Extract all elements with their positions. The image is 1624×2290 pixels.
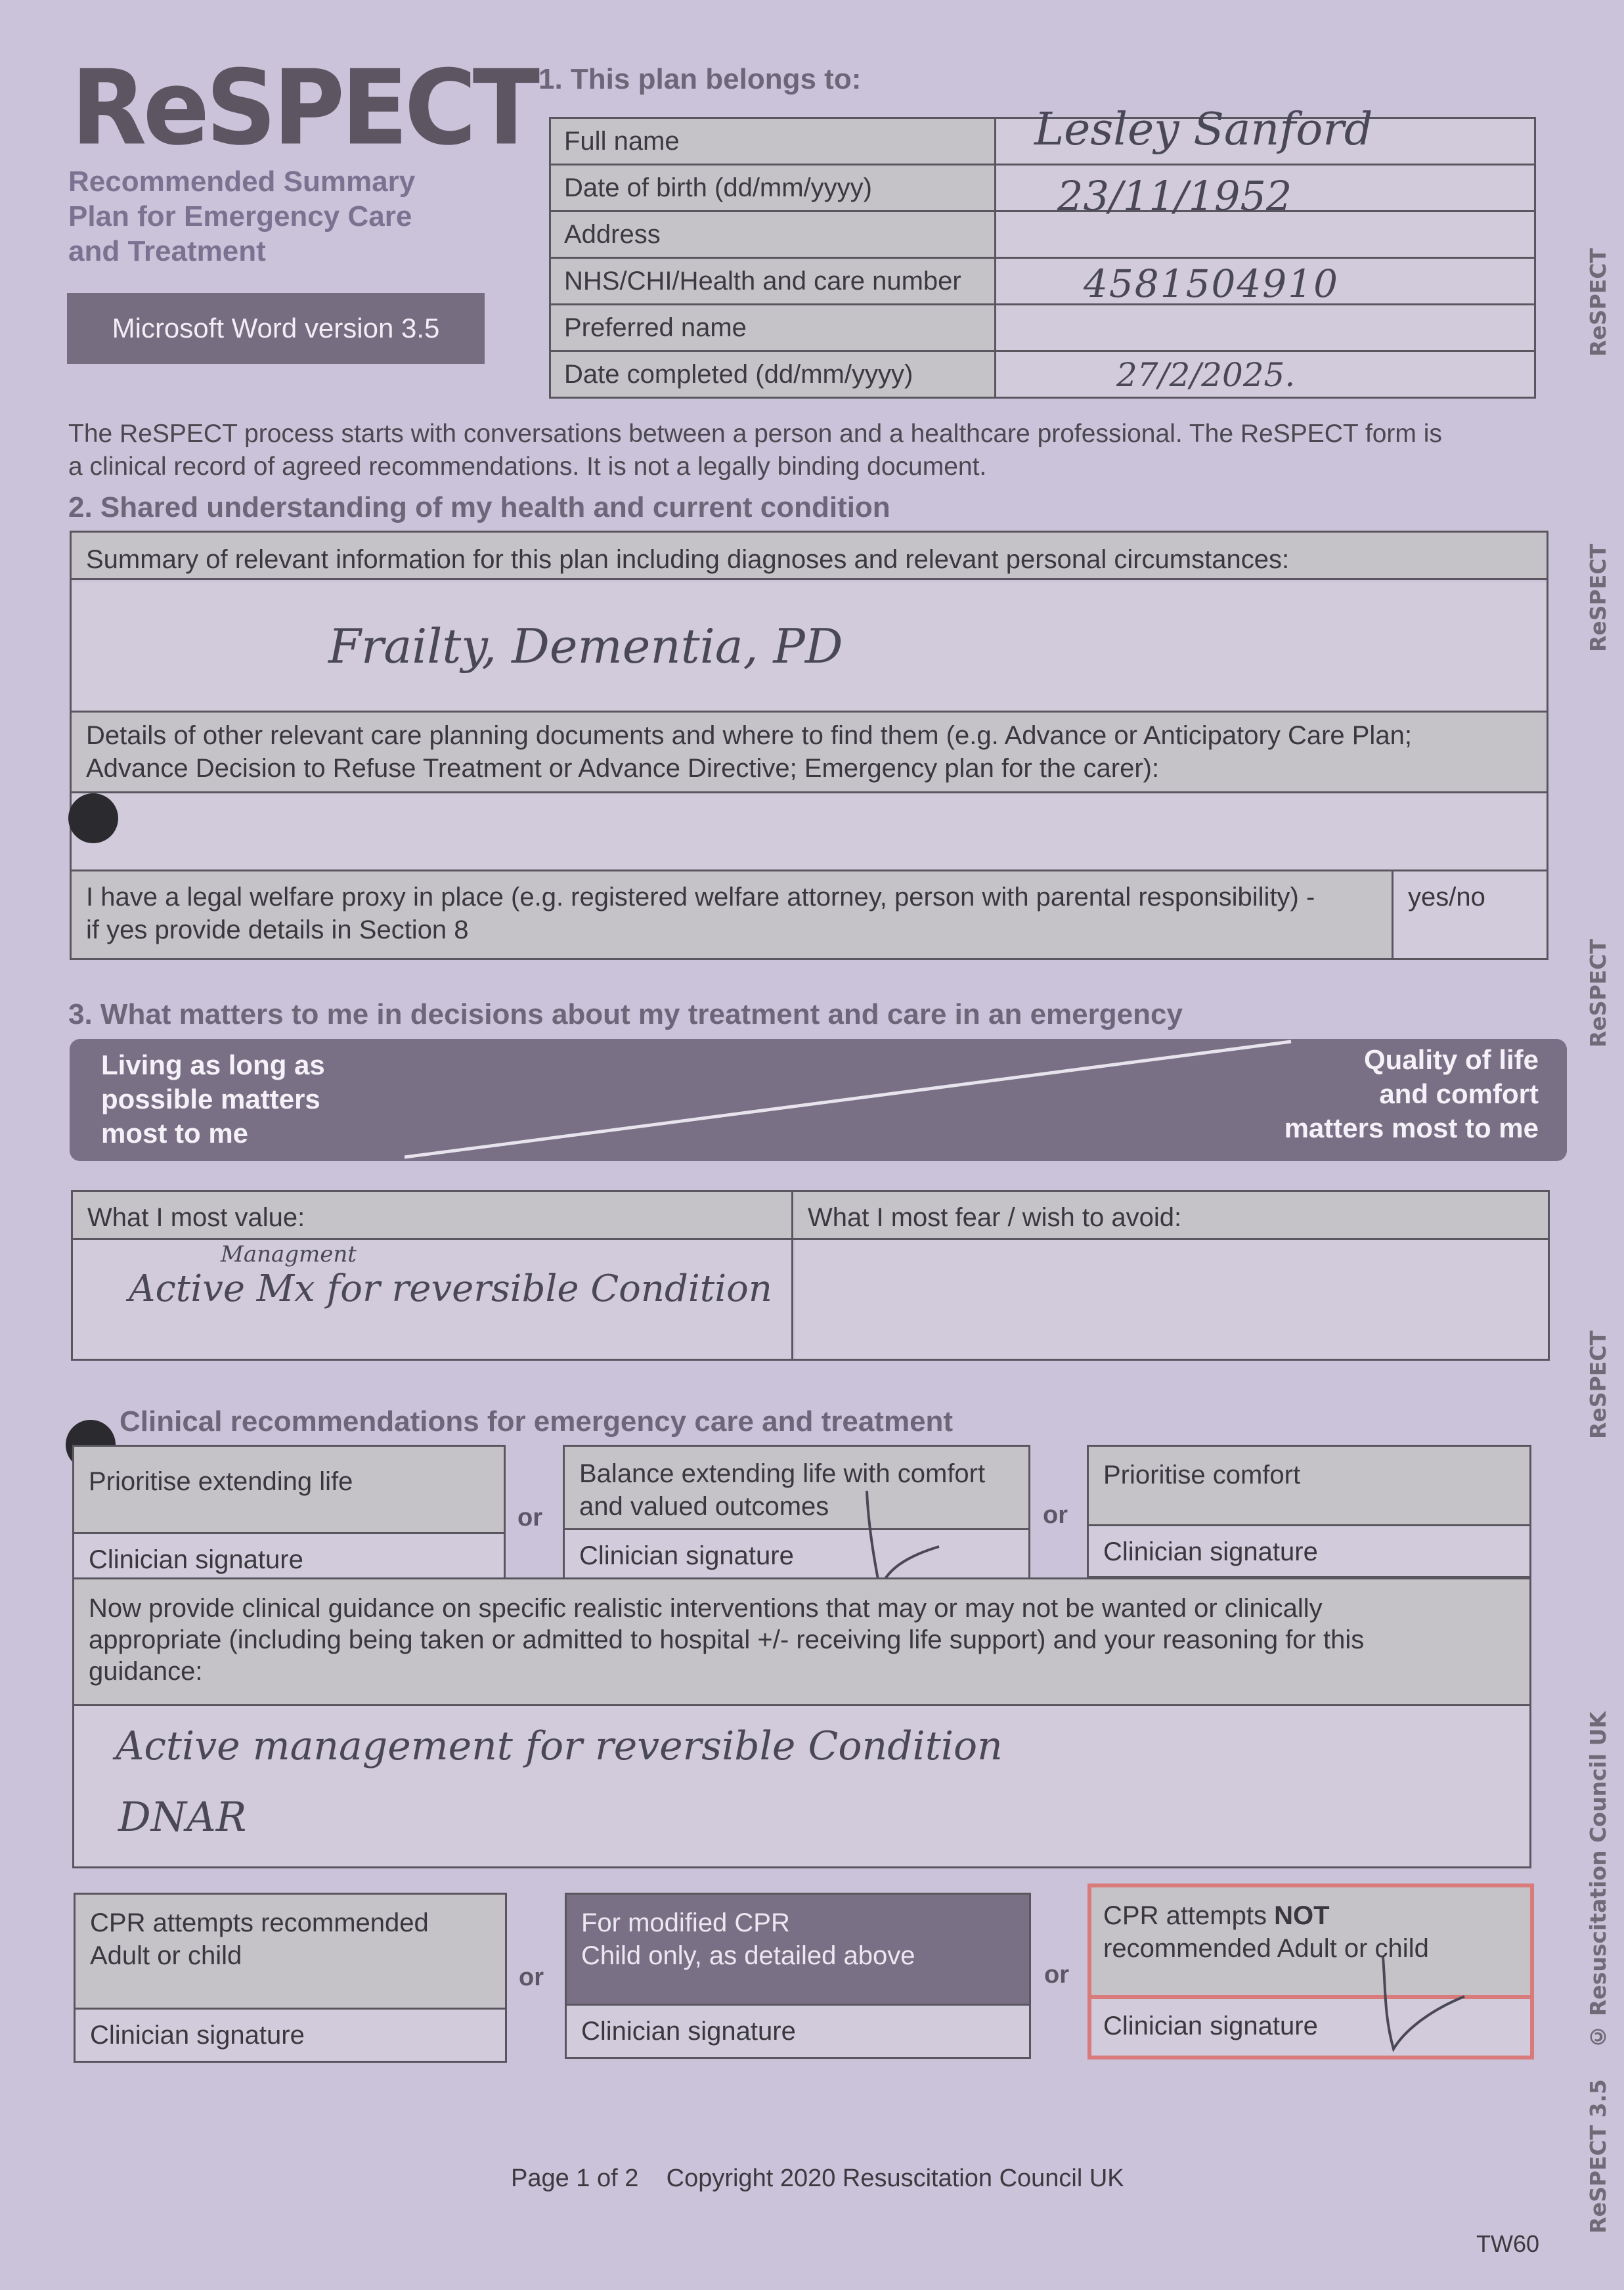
plan-owner-table	[549, 117, 1536, 399]
side-label-3: ReSPECT	[1585, 939, 1611, 1048]
cpr-modified-line-1: For modified CPR	[581, 1908, 790, 1937]
section-4-heading: Clinical recommendations for emergency care and treatment	[120, 1405, 954, 1438]
table-row	[550, 305, 1535, 351]
band-right-label	[1284, 1043, 1539, 1145]
option-balance[interactable]	[563, 1445, 1030, 1530]
details-label-line-2: Advance Decision to Refuse Treatment or Advance Directive; Emergency plan for the carer):	[86, 754, 1160, 783]
footer-page-info	[511, 2165, 1124, 2193]
sig-balance[interactable]: Clinician signature	[563, 1528, 1030, 1582]
subtitle-line-3: and Treatment	[68, 235, 266, 267]
proxy-yes-no-field[interactable]: yes/no	[1394, 870, 1547, 958]
or-label-3: or	[519, 1964, 544, 1991]
details-field[interactable]	[72, 793, 1547, 870]
handwritten-guidance-line-1: Active management for reversible Condition	[116, 1723, 1003, 1769]
table-row	[550, 165, 1535, 211]
respect-logo: ReSPECT	[71, 48, 537, 169]
nhs-number-label: NHS/CHI/Health and care number	[550, 258, 996, 305]
band-left-label	[101, 1048, 325, 1151]
option-balance-line-2: and valued outcomes	[579, 1492, 829, 1521]
cpr-recommended-line-1: CPR attempts recommended	[90, 1908, 429, 1937]
band-right-line-3: matters most to me	[1284, 1112, 1539, 1143]
handwritten-value: Active Mx for reversible Condition	[129, 1267, 772, 1310]
signature-mark-cpr-not	[1366, 1950, 1484, 2069]
band-left-line-3: most to me	[101, 1118, 249, 1149]
guidance-label	[72, 1577, 1531, 1706]
full-name-label: Full name	[550, 118, 996, 165]
form-code: TW60	[1476, 2230, 1540, 2257]
sig-cpr-recommended[interactable]: Clinician signature	[74, 2008, 507, 2063]
handwritten-full-name: Lesley Sanford	[1034, 104, 1373, 156]
sig-prioritise-comfort[interactable]: Clinician signature	[1087, 1524, 1531, 1578]
cpr-not-line-1	[1103, 1899, 1518, 1932]
subtitle-line-1: Recommended Summary	[68, 165, 416, 198]
cpr-not-emphasis: NOT	[1274, 1901, 1330, 1930]
preferred-name-label: Preferred name	[550, 305, 996, 351]
page-number: Page 1 of 2	[511, 2165, 639, 2192]
section-2-heading: 2. Shared understanding of my health and current condition	[68, 491, 890, 523]
option-balance-line-1: Balance extending life with comfort	[579, 1459, 986, 1488]
band-right-line-2: and comfort	[1379, 1078, 1539, 1109]
form-subtitle	[68, 164, 415, 269]
address-label: Address	[550, 211, 996, 258]
handwritten-guidance-line-2: DNAR	[118, 1793, 247, 1841]
details-label-line-1: Details of other relevant care planning documents and where to find them (e.g. Advance or Anticipatory Care Plan;	[86, 721, 1412, 750]
table-row	[550, 351, 1535, 398]
band-left-line-1: Living as long as	[101, 1049, 325, 1080]
side-label-6: ReSPECT 3.5	[1585, 2079, 1611, 2234]
side-label-2: ReSPECT	[1585, 544, 1611, 653]
band-right-line-1: Quality of life	[1363, 1044, 1539, 1075]
date-completed-label: Date completed (dd/mm/yyyy)	[550, 351, 996, 398]
guidance-label-line-3: guidance:	[89, 1657, 203, 1686]
fear-field[interactable]	[795, 1240, 1548, 1359]
proxy-label-line-1: I have a legal welfare proxy in place (e.g. registered welfare attorney, person with parental responsibility) -	[86, 883, 1315, 912]
sig-cpr-modified[interactable]: Clinician signature	[565, 2004, 1031, 2059]
details-label	[72, 711, 1547, 793]
cpr-modified-option[interactable]	[565, 1893, 1031, 2006]
side-label-5: © Resuscitation Council UK	[1585, 1711, 1611, 2050]
table-row	[550, 258, 1535, 305]
side-label-4: ReSPECT	[1585, 1331, 1611, 1440]
footer-copyright: Copyright 2020 Resuscitation Council UK	[666, 2165, 1124, 2192]
signature-stroke	[1383, 1957, 1464, 2049]
section-1-heading: 1. This plan belongs to:	[538, 63, 862, 95]
punch-hole-1	[68, 793, 118, 843]
cpr-recommended-option[interactable]	[74, 1893, 507, 2010]
band-left-line-2: possible matters	[101, 1084, 320, 1114]
guidance-label-line-1: Now provide clinical guidance on specific realistic interventions that may or may not be wanted or clinically	[89, 1594, 1323, 1623]
subtitle-line-2: Plan for Emergency Care	[68, 200, 412, 232]
proxy-label	[72, 870, 1394, 958]
or-label-2: or	[1043, 1501, 1068, 1529]
handwritten-nhs-number: 4581504910	[1084, 261, 1340, 306]
handwritten-date-completed: 27/2/2025.	[1116, 356, 1296, 394]
handwritten-summary: Frailty, Dementia, PD	[328, 619, 843, 674]
or-label-1: or	[517, 1504, 542, 1531]
preferred-name-field[interactable]	[996, 305, 1535, 351]
intro-line-1: The ReSPECT process starts with conversations between a person and a healthcare professional. The ReSPECT form is	[68, 420, 1442, 448]
summary-label: Summary of relevant information for this plan including diagnoses and relevant personal circumstances:	[72, 533, 1547, 580]
sig-prioritise-life[interactable]: Clinician signature	[72, 1532, 506, 1586]
cpr-not-line-2: recommended Adult or child	[1103, 1934, 1429, 1963]
option-prioritise-life[interactable]: Prioritise extending life	[72, 1445, 506, 1534]
cpr-not-prefix: CPR attempts	[1103, 1901, 1275, 1930]
intro-line-2: a clinical record of agreed recommendations. It is not a legally binding document.	[68, 452, 987, 481]
value-label: What I most value:	[73, 1192, 793, 1240]
proxy-label-line-2: if yes provide details in Section 8	[86, 915, 469, 944]
signature-stroke	[867, 1491, 939, 1589]
cpr-modified-line-2: Child only, as detailed above	[581, 1941, 915, 1970]
handwritten-dob: 23/11/1952	[1057, 172, 1292, 220]
side-label-1: ReSPECT	[1585, 248, 1611, 357]
fear-label: What I most fear / wish to avoid:	[793, 1192, 1548, 1240]
or-label-4: or	[1044, 1961, 1069, 1989]
guidance-label-line-2: appropriate (including being taken or admitted to hospital +/- receiving life support) and your reasoning for this	[89, 1625, 1365, 1654]
section-3-heading: 3. What matters to me in decisions about my treatment and care in an emergency	[68, 998, 1183, 1030]
cpr-recommended-line-2: Adult or child	[90, 1941, 242, 1970]
option-prioritise-comfort[interactable]: Prioritise comfort	[1087, 1445, 1531, 1526]
table-row	[550, 211, 1535, 258]
dob-label: Date of birth (dd/mm/yyyy)	[550, 165, 996, 211]
sig-cpr-not-recommended[interactable]: Clinician signature	[1091, 1999, 1530, 2056]
version-badge: Microsoft Word version 3.5	[67, 293, 485, 364]
handwritten-value-insert: Managment	[221, 1241, 357, 1267]
intro-text	[68, 418, 1442, 483]
